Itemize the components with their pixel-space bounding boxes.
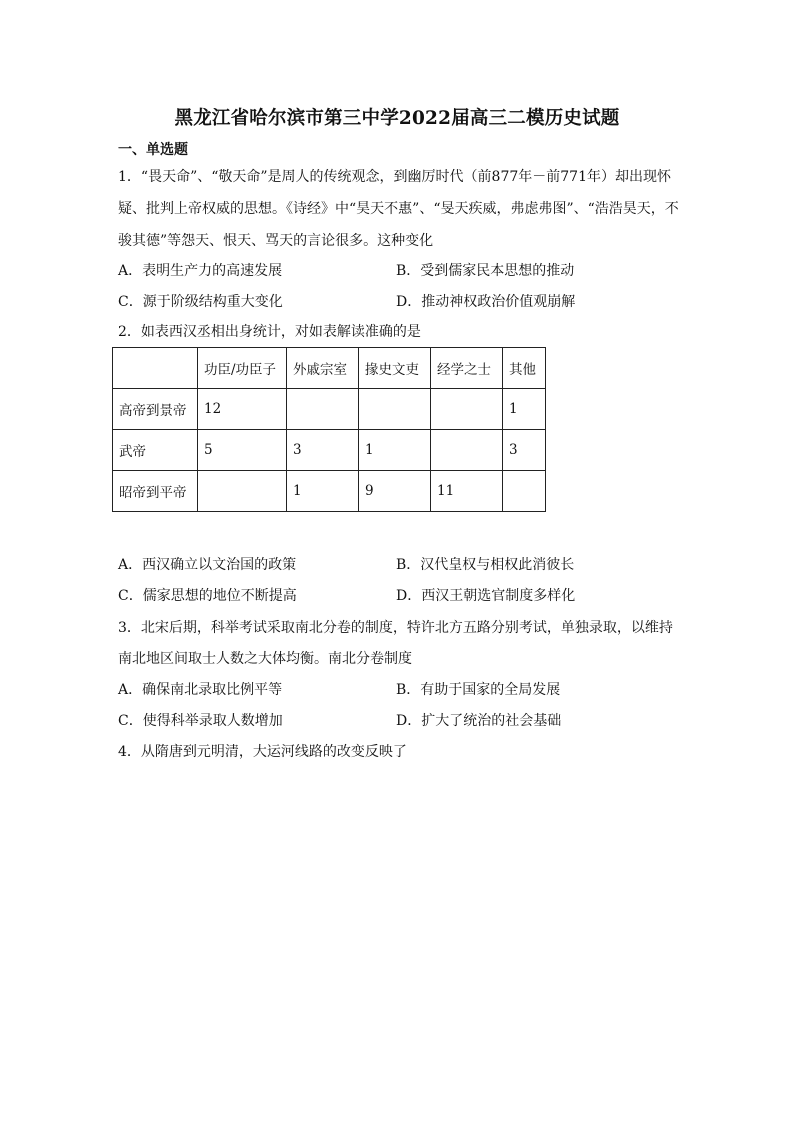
table-row: [113, 430, 546, 471]
q2-option-a: A．西汉确立以文治国的政策: [118, 557, 297, 573]
q3-option-d: D．扩大了统治的社会基础: [396, 713, 562, 729]
q3-option-c: C．使得科举录取人数增加: [118, 713, 283, 729]
table-cell: [503, 471, 546, 512]
q1-stem-line-2: 疑、批判上帝权威的思想。《诗经》中“昊天不惠”、“旻天疾威，弗虑弗图”、“浩浩昊天，不: [118, 201, 679, 217]
q3-stem-line-2: 南北地区间取士人数之大体均衡。南北分卷制度: [118, 651, 412, 667]
table-cell: [431, 389, 503, 430]
q1-stem-line-3: 骏其德”等怨天、恨天、骂天的言论很多。这种变化: [118, 233, 434, 249]
table-header-cell: 外戚宗室: [287, 348, 359, 389]
table-cell: 3: [287, 430, 359, 471]
table-cell: 3: [503, 430, 546, 471]
table-header-row: [113, 348, 546, 389]
table-cell: 昭帝到平帝: [113, 471, 198, 512]
q1-stem-line-1: 1．“畏天命”、“敬天命”是周人的传统观念，到幽厉时代（前877年－前771年）却出现怀: [118, 169, 671, 185]
table-header-cell: 其他: [503, 348, 546, 389]
q1-option-c: C．源于阶级结构重大变化: [118, 294, 283, 310]
table-cell: 11: [431, 471, 503, 512]
page-title: 黑龙江省哈尔滨市第三中学2022届高三二模历史试题: [174, 108, 620, 129]
table-cell: 12: [198, 389, 287, 430]
q3-option-a: A．确保南北录取比例平等: [118, 682, 283, 698]
table-header-cell: [113, 348, 198, 389]
chancellor-origin-table: [112, 347, 546, 512]
section-heading: 一、单选题: [118, 142, 188, 158]
table-cell: 5: [198, 430, 287, 471]
q2-option-b: B．汉代皇权与相权此消彼长: [396, 557, 575, 573]
q4-stem: 4．从隋唐到元明清，大运河线路的改变反映了: [118, 744, 407, 760]
table-header-cell: 经学之士: [431, 348, 503, 389]
q1-option-b: B．受到儒家民本思想的推动: [396, 263, 575, 279]
table-cell: [359, 389, 431, 430]
table-cell: 武帝: [113, 430, 198, 471]
q1-option-a: A．表明生产力的高速发展: [118, 263, 283, 279]
q2-option-d: D．西汉王朝选官制度多样化: [396, 588, 576, 604]
table-header-cell: 功臣/功臣子: [198, 348, 287, 389]
table-cell: 1: [287, 471, 359, 512]
table-cell: 高帝到景帝: [113, 389, 198, 430]
table-cell: 1: [503, 389, 546, 430]
q3-option-b: B．有助于国家的全局发展: [396, 682, 561, 698]
table-row: [113, 471, 546, 512]
table-cell: [431, 430, 503, 471]
q1-option-d: D．推动神权政治价值观崩解: [396, 294, 576, 310]
q2-stem: 2．如表西汉丞相出身统计，对如表解读准确的是: [118, 324, 421, 340]
table-cell: [287, 389, 359, 430]
q2-option-c: C．儒家思想的地位不断提高: [118, 588, 297, 604]
table-cell: 9: [359, 471, 431, 512]
table-row: [113, 389, 546, 430]
q3-stem-line-1: 3．北宋后期，科举考试采取南北分卷的制度，特许北方五路分别考试，单独录取，以维持: [118, 620, 673, 636]
table-cell: 1: [359, 430, 431, 471]
table-cell: [198, 471, 287, 512]
table-header-cell: 掾史文吏: [359, 348, 431, 389]
